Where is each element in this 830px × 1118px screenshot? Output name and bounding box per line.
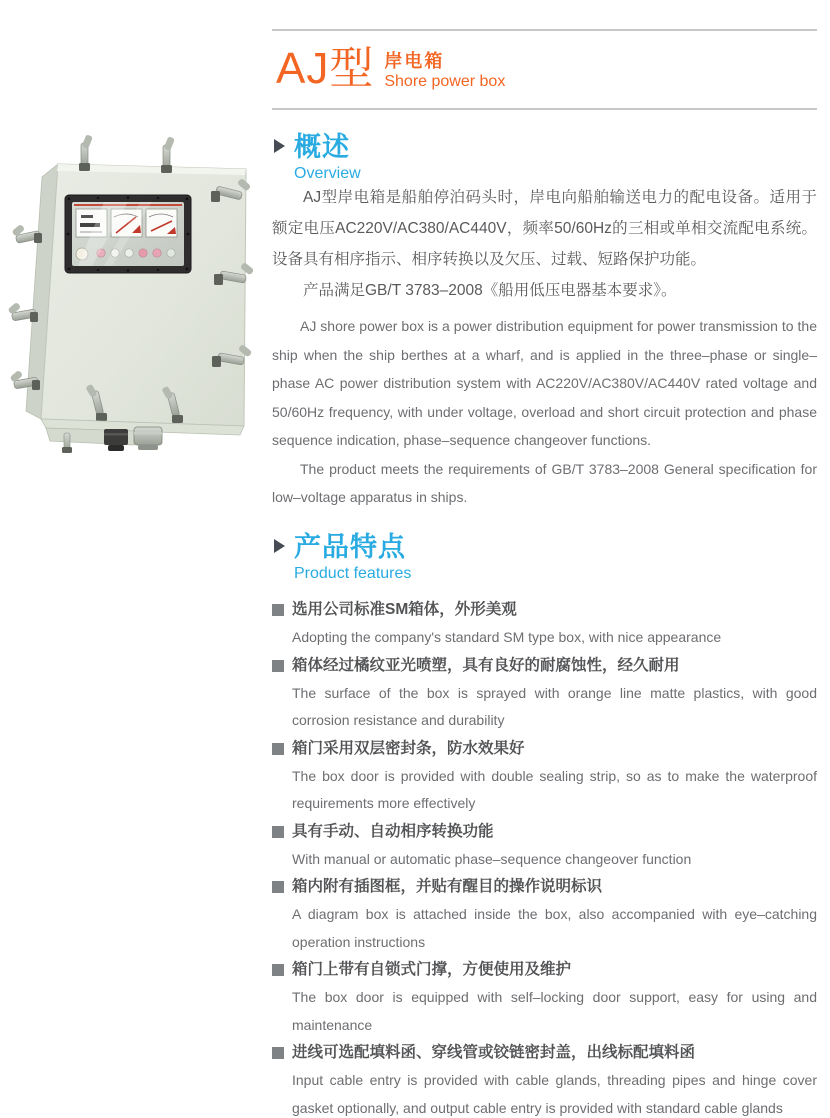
feature-item xyxy=(272,735,817,818)
bullet-icon xyxy=(272,964,284,976)
feature-cn: 箱门上带有自锁式门撑，方便使用及维护 xyxy=(292,961,572,978)
feature-en: Input cable entry is provided with cable glands, threading pipes and hinge cover gasket optionally, and output cable entry is provided with standard cable glands xyxy=(292,1072,817,1116)
overview-paragraph-en-1: AJ shore power box is a power distribution equipment for power transmission to the ship when the ship berthes at a wharf, and is applied in the three–phase or single–phase AC power distribution system with AC220V/AC380V/AC440V rated voltage and 50/60Hz frequency, with under voltage, overload and short circuit protection and phase sequence indication, phase–sequence changeover functions. xyxy=(272,318,817,448)
feature-item xyxy=(272,596,817,652)
triangle-marker-icon xyxy=(274,139,285,153)
feature-item xyxy=(272,1039,817,1118)
panel-red-strip xyxy=(74,204,182,206)
overview-body xyxy=(272,182,817,512)
feature-cn: 选用公司标准SM箱体，外形美观 xyxy=(292,601,517,618)
section-features-header xyxy=(272,531,411,584)
feature-item xyxy=(272,818,817,874)
feature-en: The surface of the box is sprayed with orange line matte plastics, with good corrosion resistance and durability xyxy=(292,684,817,728)
feature-en: Adopting the company's standard SM type box, with nice appearance xyxy=(292,629,722,645)
latch-left-1 xyxy=(11,224,42,244)
feature-item xyxy=(272,652,817,735)
product-photo xyxy=(8,133,263,453)
product-name-en: Shore power box xyxy=(384,73,506,90)
product-title-stack xyxy=(384,50,505,96)
cable-gland-metal xyxy=(134,427,162,450)
meter-window xyxy=(65,195,191,273)
title-divider xyxy=(272,108,817,110)
triangle-marker-icon xyxy=(274,539,285,553)
feature-en: With manual or automatic phase–sequence changeover function xyxy=(292,850,692,867)
bullet-icon xyxy=(272,743,284,755)
feature-item xyxy=(272,956,817,1039)
feature-cn: 箱内附有插图框，并贴有醒目的操作说明标识 xyxy=(292,878,603,895)
feature-en: The box door is equipped with self–locking door support, easy for using and maintenance xyxy=(292,989,817,1033)
product-name-cn: 岸电箱 xyxy=(384,51,445,71)
features-heading-cn: 产品特点 xyxy=(294,532,406,562)
feature-cn: 箱体经过橘纹亚光喷塑，具有良好的耐腐蚀性，经久耐用 xyxy=(292,656,680,674)
bullet-icon xyxy=(272,1047,284,1059)
bullet-icon xyxy=(272,881,284,893)
bullet-icon xyxy=(272,604,284,616)
shore-power-box-illustration xyxy=(8,133,263,453)
feature-item xyxy=(272,873,817,956)
bullet-icon xyxy=(272,660,284,672)
cable-gland-dark xyxy=(104,429,128,451)
analog-meter-3 xyxy=(146,209,177,237)
feature-cn: 箱门采用双层密封条，防水效果好 xyxy=(292,739,525,757)
feature-cn: 进线可选配填料函、穿线管或铰链密封盖，出线标配填料函 xyxy=(292,1044,696,1061)
feature-cn: 具有手动、自动相序转换功能 xyxy=(292,822,494,840)
overview-paragraph-cn-2: 产品满足GB/T 3783–2008《船用低压电器基本要求》。 xyxy=(303,282,677,299)
top-divider xyxy=(272,29,817,31)
feature-en: The box door is provided with double sealing strip, so as to make the waterproof requirements more effectively xyxy=(292,767,817,811)
section-overview-header xyxy=(272,131,361,184)
product-title xyxy=(276,42,505,96)
feature-en: A diagram box is attached inside the box, also accompanied with eye–catching operation instructions xyxy=(292,906,817,950)
bullet-icon xyxy=(272,826,284,838)
features-heading-en: Product features xyxy=(294,565,412,582)
overview-heading-en: Overview xyxy=(294,165,361,182)
overview-heading-cn: 概述 xyxy=(294,132,350,162)
overview-paragraph-en-2: The product meets the requirements of GB/T 3783–2008 General specification for low–voltage apparatus in ships. xyxy=(272,460,817,505)
overview-paragraph-cn-1: AJ型岸电箱是船舶停泊码头时，岸电向船舶输送电力的配电设备。适用于额定电压AC220V/AC380/AC440V，频率50/60Hz的三相或单相交流配电系统。设备具有相序指示、相序转换以及欠压、过载、短路保护功能。 xyxy=(272,189,817,268)
features-list xyxy=(272,596,817,1118)
product-model: AJ型 xyxy=(276,44,375,93)
